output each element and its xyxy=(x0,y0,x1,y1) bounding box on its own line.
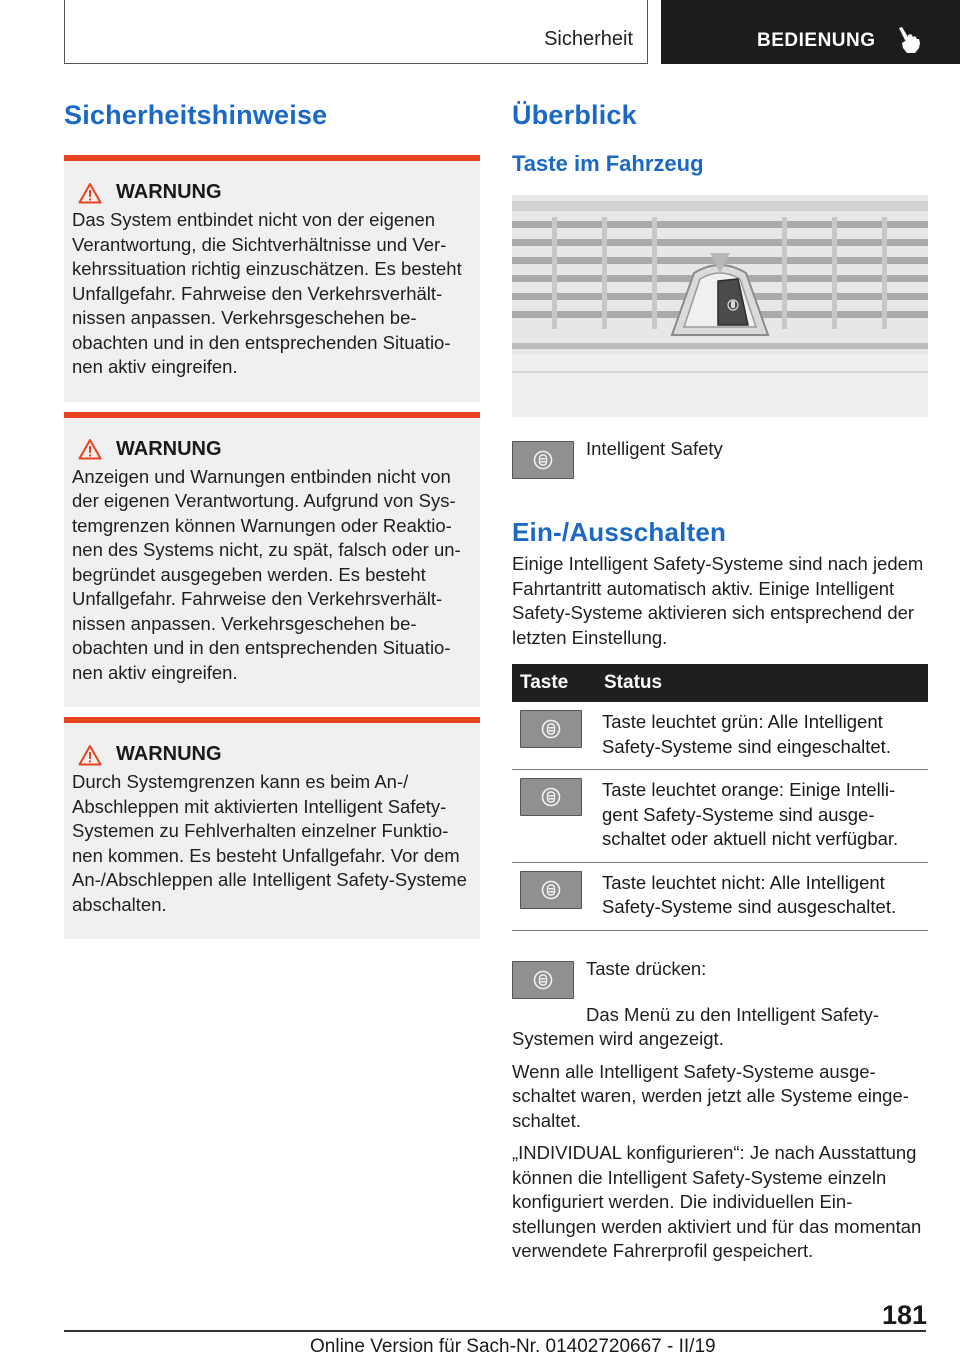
press-instruction: Taste drücken: xyxy=(586,957,707,979)
vehicle-button-illustration xyxy=(512,195,928,417)
warning-triangle-icon xyxy=(78,744,102,766)
header-section-title: Sicherheit xyxy=(544,28,633,50)
intelligent-safety-button-symbol xyxy=(520,778,582,816)
button-caption: Intelligent Safety xyxy=(586,438,723,459)
air-vent-illustration xyxy=(512,195,928,417)
header-chapter-box xyxy=(661,0,960,64)
warning-label: WARNUNG xyxy=(116,743,222,765)
header-chapter-title: BEDIENUNG xyxy=(757,30,876,51)
table-header-button: Taste xyxy=(512,664,596,702)
footer-rule xyxy=(64,1330,926,1332)
footer-version: Online Version für Sach-Nr. 01402720667 - II/19 xyxy=(310,1336,716,1357)
warning-triangle-icon xyxy=(78,182,102,204)
table-cell-status: Taste leuchtet nicht: Alle Intelligent Safety-Systeme sind ausgeschaltet. xyxy=(596,862,928,930)
warning-text: Anzeigen und Warnungen entbinden nicht von der eigenen Verantwortung. Aufgrund von Systemgrenzen können Warnungen oder Reaktionen des Systems nicht, zu spät, falsch oder unbegründet ausgegeben werden. Es besteht Unfallgefahr. Fahrweise den Verkehrsverhältnissen anpassen. Verkehrsgeschehen beobachten und in den entsprechenden Situationen aktiv eingreifen. xyxy=(72,465,461,683)
table-row xyxy=(512,702,928,770)
table-row xyxy=(512,862,928,930)
warning-label: WARNUNG xyxy=(116,181,222,203)
intelligent-safety-icon xyxy=(532,449,554,471)
right-column xyxy=(512,100,928,1264)
intelligent-safety-icon xyxy=(540,718,562,740)
intelligent-safety-icon xyxy=(540,879,562,901)
paragraph-individual: „INDIVIDUAL konfigurieren“: Je nach Ausstattung können die Intelligent Safety-Systeme einzeln konfiguriert werden. Die individuellen Einstellungen werden aktiviert und für das momentan verwendete Fahrerprofil gespeichert. xyxy=(512,1142,922,1261)
paragraph-all-off: Wenn alle Intelligent Safety-Systeme ausgeschaltet waren, werden jetzt alle Systeme eingeschaltet. xyxy=(512,1060,909,1131)
intelligent-safety-button-symbol xyxy=(512,961,574,999)
page-number: 181 xyxy=(882,1300,928,1330)
warning-text: Durch Systemgrenzen kann es beim An-/ Abschleppen mit aktivierten Intelligent Safety-Systemen zu Fehlverhalten einzelner Funktionen kommen. Es besteht Unfallgefahr. Vor dem An-/Abschleppen alle Intelligent Safety-Systeme abschalten. xyxy=(72,771,467,915)
warning-text: Das System entbindet nicht von der eigenen Verantwortung, die Sichtverhältnisse und Verkehrssituation richtig einzuschätzen. Es besteht Unfallgefahr. Fahrweise den Verkehrsverhältnissen anpassen. Verkehrsgeschehen beobachten und in den entsprechenden Situationen aktiv eingreifen. xyxy=(72,209,462,377)
section-title-safety-notes: Sicherheitshinweise xyxy=(64,100,328,130)
intelligent-safety-icon xyxy=(532,969,554,991)
warning-label: WARNUNG xyxy=(116,437,222,460)
section-title-on-off: Ein-/Ausschalten xyxy=(512,517,727,547)
section-title-overview: Überblick xyxy=(512,100,637,130)
warning-box xyxy=(64,717,480,939)
intelligent-safety-button-symbol xyxy=(520,871,582,909)
warning-box xyxy=(64,412,480,708)
table-cell-status: Taste leuchtet grün: Alle Intelligent Safety-Systeme sind eingeschaltet. xyxy=(596,702,928,770)
intelligent-safety-button-symbol xyxy=(520,710,582,748)
warning-triangle-icon xyxy=(78,438,102,460)
left-column xyxy=(64,100,480,949)
table-cell-status: Taste leuchtet orange: Einige Intelligent Safety-Systeme sind ausgeschaltet oder aktuell nicht verfügbar. xyxy=(596,770,928,863)
intelligent-safety-icon xyxy=(540,786,562,808)
pointing-hand-icon xyxy=(895,26,921,54)
intro-paragraph: Einige Intelligent Safety-Systeme sind nach jedem Fahrtantritt automatisch aktiv. Einige Intelligent Safety-Systeme aktivieren sich entsprechend der letzten Einstellung. xyxy=(512,553,924,648)
press-result: Das Menü zu den Intelligent Safety-Systemen wird angezeigt. xyxy=(512,1003,880,1049)
header-section-box xyxy=(64,0,648,64)
intelligent-safety-button-symbol xyxy=(512,441,574,479)
subsection-title-button-in-vehicle: Taste im Fahrzeug xyxy=(512,151,704,176)
status-table xyxy=(512,664,928,931)
warning-box xyxy=(64,155,480,402)
table-header-status: Status xyxy=(596,664,928,702)
table-row xyxy=(512,770,928,863)
